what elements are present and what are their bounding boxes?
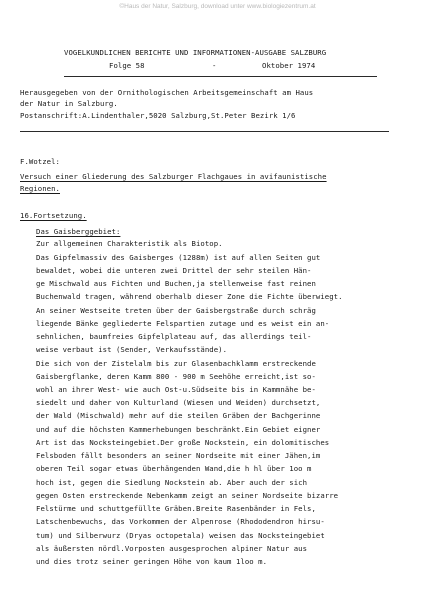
body-line: Buchenwald tragen, während oberhalb dieser Zone die Fichte überwiegt. bbox=[36, 292, 343, 301]
body-line: Gaisbergflanke, deren Kamm 800 - 900 m Seehöhe erreicht,ist so- bbox=[36, 372, 316, 381]
body-line: Die sich von der Zistelalm bis zur Glasenbachklamm erstreckende bbox=[36, 359, 316, 368]
body-line: wohl an ihrer West- wie auch Ost-u.Südseite bis in Kammnähe be- bbox=[36, 385, 316, 394]
masthead-divider bbox=[64, 76, 377, 77]
article-title-line-1: Versuch einer Gliederung des Salzburger Flachgaues in avifaunistische bbox=[20, 172, 327, 181]
publisher-line-2: der Natur in Salzburg. bbox=[20, 99, 118, 108]
body-line: oberen Teil sogar etwas überhängenden Wand,die h hl über 1oo m bbox=[36, 464, 312, 473]
body-line: als äußersten nördl.Vorposten ausgesprochen alpiner Natur aus bbox=[36, 544, 308, 553]
body-line: siedelt und daher von Kulturland (Wiesen und Weiden) durchsetzt, bbox=[36, 398, 321, 407]
body-line: ge Mischwald aus Fichten und Buchen,ja stellenweise fast reinen bbox=[36, 279, 316, 288]
download-watermark: ©Haus der Natur, Salzburg, download unter www.biologiezentrum.at bbox=[119, 3, 316, 10]
body-line: weise verbaut ist (Sender, Verkaufsstände). bbox=[36, 345, 228, 354]
body-line: liegende Bänke gegliederte Felspartien zutage und es weist ein an- bbox=[36, 319, 330, 328]
body-line: sehnlichen, baumfreies Gipfelplateau auf, das allerdings teil- bbox=[36, 332, 312, 341]
article-title-line-2: Regionen. bbox=[20, 184, 60, 193]
section-heading: Das Gaisberggebiet: bbox=[36, 227, 121, 236]
publisher-line-1: Herausgegeben von der Ornithologischen Arbeitsgemeinschaft am Haus bbox=[20, 88, 314, 97]
continuation-label: 16.Fortsetzung. bbox=[20, 211, 87, 220]
section-subheading: Zur allgemeinen Charakteristik als Biotop. bbox=[36, 239, 223, 248]
issue-separator: - bbox=[212, 61, 217, 70]
postal-address: Postanschrift:A.Lindenthaler,5020 Salzburg,St.Peter Bezirk 1/6 bbox=[20, 111, 296, 120]
body-line: Das Gipfelmassiv des Gaisberges (1288m) ist auf allen Seiten gut bbox=[36, 253, 321, 262]
article-author: F.Wotzel: bbox=[20, 157, 60, 166]
body-line: und dies trotz seiner geringen Höhe von kaum 1loo m. bbox=[36, 557, 268, 566]
body-line: Felsboden fällt besonders an seiner Nordseite mit einer Jähen,im bbox=[36, 451, 321, 460]
issue-date: Oktober 1974 bbox=[262, 61, 316, 70]
body-line: der Wald (Mischwald) mehr auf die steilen Gräben der Bachgerinne bbox=[36, 411, 321, 420]
body-line: und auf die höchsten Kammerhebungen beschränkt.Ein Gebiet eigner bbox=[36, 425, 321, 434]
header-divider bbox=[20, 131, 389, 132]
body-line: Art ist das Nocksteingebiet.Der große Nockstein, ein dolomitisches bbox=[36, 438, 330, 447]
issue-number: Folge 58 bbox=[109, 61, 145, 70]
body-line: An seiner Westseite treten über der Gaisbergstraße durch schräg bbox=[36, 306, 316, 315]
body-line: bewaldet, wobei die unteren zwei Drittel der sehr steilen Hän- bbox=[36, 266, 312, 275]
body-line: hoch ist, gegen die Siedlung Nockstein ab. Aber auch der sich bbox=[36, 478, 308, 487]
body-line: gegen Osten erstreckende Nebenkamm zeigt an seiner Nordseite bizarre bbox=[36, 491, 339, 500]
journal-title: VOGELKUNDLICHEN BERICHTE UND INFORMATIONEN-AUSGABE SALZBURG bbox=[64, 48, 327, 57]
body-line: tum) und Silberwurz (Dryas octopetala) weisen das Nocksteingebiet bbox=[36, 531, 325, 540]
body-line: Latschenbewuchs, das Vorkommen der Alpenrose (Rhododendron hirsu- bbox=[36, 517, 325, 526]
body-line: Felstürme und schuttgefüllte Gräben.Breite Rasenbänder in Fels, bbox=[36, 504, 316, 513]
